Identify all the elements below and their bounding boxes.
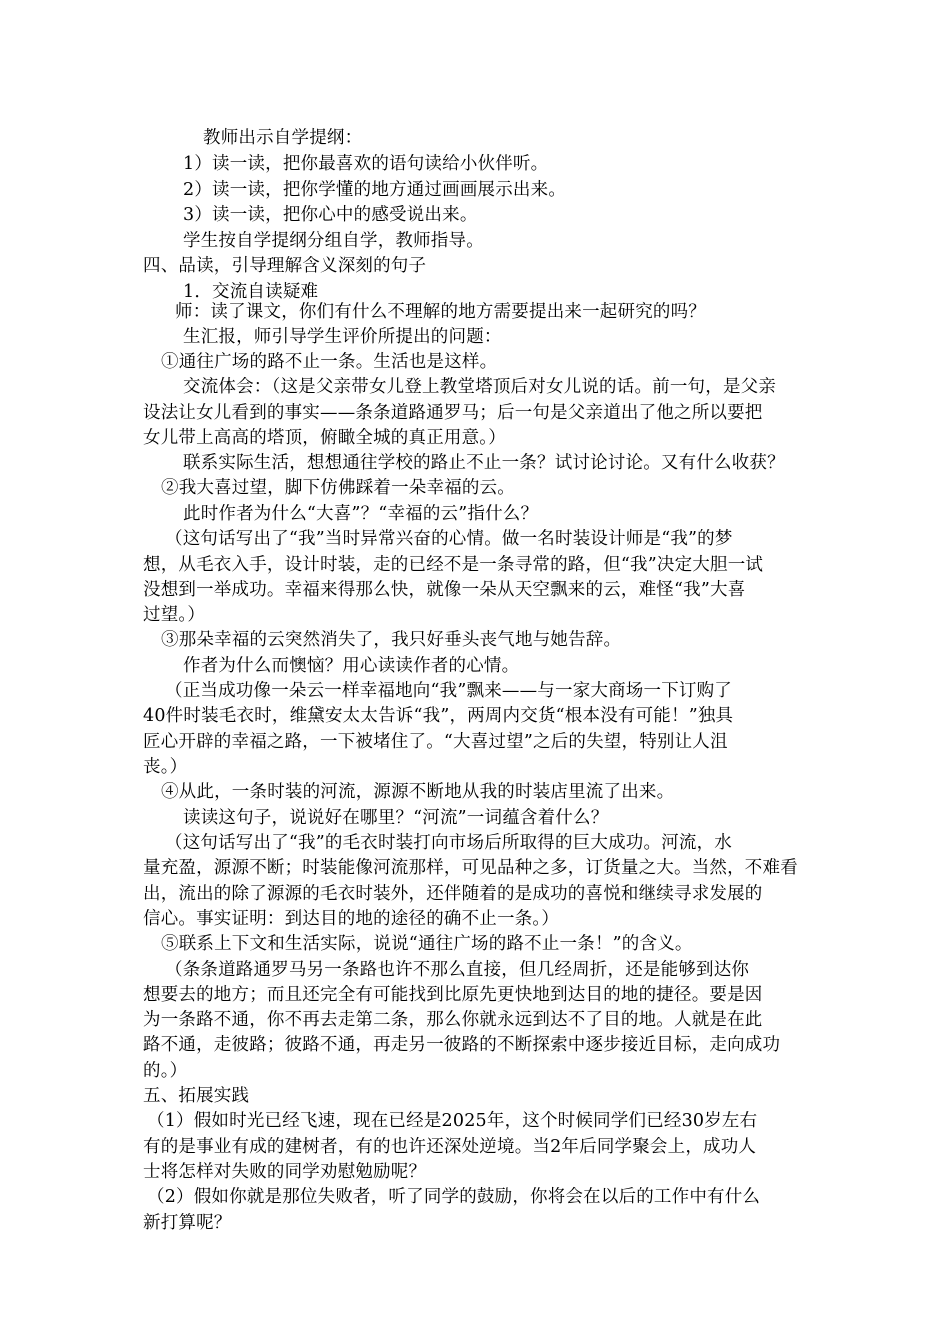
text-line: ②我大喜过望，脚下仿佛踩着一朵幸福的云。 (161, 478, 515, 498)
section-heading: 五、拓展实践 (143, 1086, 250, 1106)
text-line: 匠心开辟的幸福之路，一下被堵住了。“大喜过望”之后的失望，特别让人沮 (143, 732, 728, 752)
text-line: 过望。） (143, 605, 206, 625)
text-line: 2）读一读，把你学懂的地方通过画画展示出来。 (183, 180, 567, 200)
text-line: 信心。事实证明：到达目的地的途径的确不止一条。） (143, 909, 560, 929)
text-line: 作者为什么而懊恼？用心读读作者的心情。 (183, 656, 520, 676)
text-line: 出，流出的除了源源的毛衣时装外，还伴随着的是成功的喜悦和继续寻求发展的 (143, 884, 763, 904)
text-line: 士将怎样对失败的同学劝慰勉励呢？ (143, 1162, 427, 1182)
text-line: 丧。） (143, 757, 188, 777)
text-line: 学生按自学提纲分组自学，教师指导。 (183, 231, 484, 251)
text-line: 此时作者为什么“大喜”？“幸福的云”指什么？ (183, 504, 539, 524)
text-line: 1．交流自读疑难 (183, 282, 319, 302)
text-line: （这句话写出了“我”的毛衣时装打向市场后所取得的巨大成功。河流，水 (165, 833, 732, 853)
text-line: 女儿带上高高的塔顶，俯瞰全城的真正用意。） (143, 428, 506, 448)
text-line: 为一条路不通，你不再去走第二条，那么你就永远到达不了目的地。人就是在此 (143, 1010, 763, 1030)
text-line: 有的是事业有成的建树者，有的也许还深处逆境。当2年后同学聚会上，成功人 (143, 1137, 757, 1157)
text-line: 想，从毛衣入手，设计时装，走的已经不是一条寻常的路，但“我”决定大胆一试 (143, 555, 764, 575)
text-line: ④从此，一条时装的河流，源源不断地从我的时装店里流了出来。 (161, 782, 675, 802)
text-line: 教师出示自学提纲： (203, 128, 363, 148)
text-line: 的。） (143, 1061, 188, 1081)
text-line: （1）假如时光已经飞速，现在已经是2025年，这个时候同学们已经30岁左右 (147, 1111, 758, 1131)
text-line: ③那朵幸福的云突然消失了，我只好垂头丧气地与她告辞。 (161, 630, 622, 650)
text-line: 40件时装毛衣时，维黛安太太告诉“我”，两周内交货“根本没有可能！”独具 (143, 706, 734, 726)
text-line: （这句话写出了“我”当时异常兴奋的心情。做一名时装设计师是“我”的梦 (165, 529, 733, 549)
text-line: 新打算呢？ (143, 1213, 232, 1233)
text-line: 读读这句子，说说好在哪里？“河流”一词蕴含着什么？ (183, 808, 609, 828)
text-line: ①通往广场的路不止一条。生活也是这样。 (161, 352, 498, 372)
text-line: 生汇报，师引导学生评价所提出的问题： (183, 327, 502, 347)
text-line: （2）假如你就是那位失败者，听了同学的鼓励，你将会在以后的工作中有什么 (147, 1187, 761, 1207)
text-line: （条条道路通罗马另一条路也许不那么直接，但几经周折，还是能够到达你 (165, 960, 750, 980)
text-line: 1）读一读，把你最喜欢的语句读给小伙伴听。 (183, 154, 549, 174)
text-line: 交流体会：（这是父亲带女儿登上教堂塔顶后对女儿说的话。前一句，是父亲 (183, 377, 777, 397)
text-line: 量充盈，源源不断；时装能像河流那样，可见品种之多，订货量之大。当然，不难看 (143, 858, 798, 878)
text-line: 联系实际生活，想想通往学校的路止不止一条？试讨论讨论。又有什么收获？ (183, 453, 785, 473)
text-line: 师：读了课文，你们有什么不理解的地方需要提出来一起研究的吗？ (175, 302, 706, 322)
text-line: 想要去的地方；而且还完全有可能找到比原先更快地到达目的地的捷径。要是因 (143, 985, 763, 1005)
text-line: 没想到一举成功。幸福来得那么快，就像一朵从天空飘来的云，难怪“我”大喜 (143, 580, 746, 600)
text-line: 3）读一读，把你心中的感受说出来。 (183, 205, 478, 225)
text-line: 设法让女儿看到的事实——条条道路通罗马；后一句是父亲道出了他之所以要把 (143, 403, 763, 423)
text-line: ⑤联系上下文和生活实际，说说“通往广场的路不止一条！”的含义。 (161, 934, 693, 954)
text-line: 路不通，走彼路；彼路不通，再走另一彼路的不断探索中逐步接近目标，走向成功 (143, 1035, 781, 1055)
text-line: （正当成功像一朵云一样幸福地向“我”飘来——与一家大商场一下订购了 (165, 681, 732, 701)
section-heading: 四、品读，引导理解含义深刻的句子 (143, 256, 427, 276)
